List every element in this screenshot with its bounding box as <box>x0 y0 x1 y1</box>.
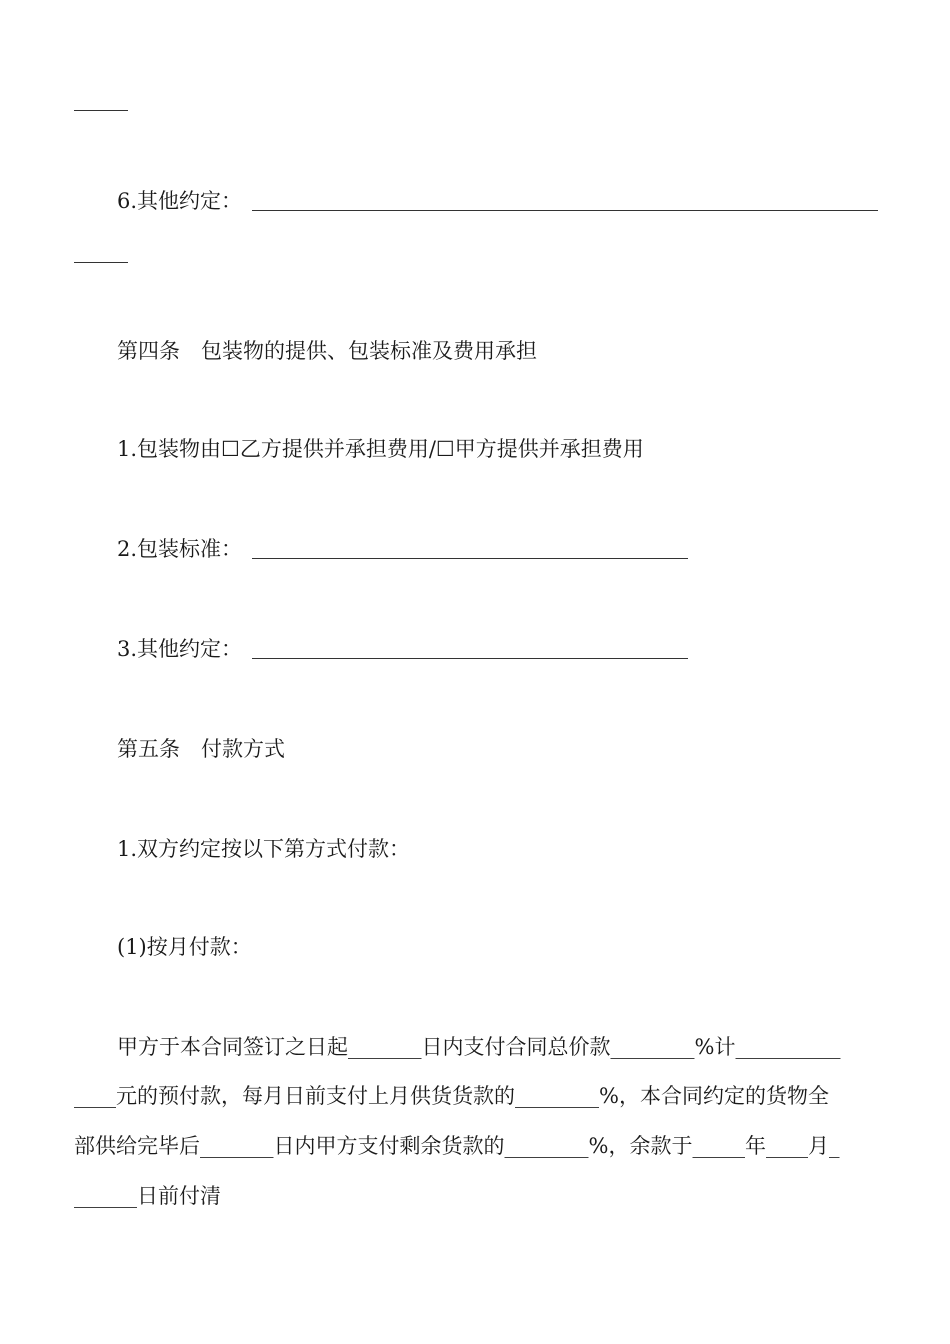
payment-paragraph-line-4: ______日前付清 <box>74 1184 221 1208</box>
article-5-heading: 第五条 付款方式 <box>117 737 285 761</box>
blank-line <box>252 210 878 211</box>
article-5-sub-1: (1)按月付款： <box>117 935 252 959</box>
payment-paragraph-line-3: 部供给完毕后_______日内甲方支付剩余货款的________%，余款于_____年____月_ <box>74 1134 840 1158</box>
blank-line-continuation <box>74 110 128 111</box>
item-6-other-agreement: 6.其他约定： <box>117 189 243 213</box>
payment-paragraph-line-1: 甲方于本合同签订之日起_______日内支付合同总价款________%计__________ <box>117 1035 841 1059</box>
article-4-item-2: 2.包装标准： <box>117 537 243 561</box>
blank-line <box>252 658 688 659</box>
blank-line-continuation <box>74 262 128 263</box>
article-4-heading: 第四条 包装物的提供、包装标准及费用承担 <box>117 339 537 363</box>
article-5-item-1: 1.双方约定按以下第方式付款： <box>117 837 411 861</box>
article-4-item-3: 3.其他约定： <box>117 637 243 661</box>
blank-line <box>252 558 688 559</box>
payment-paragraph-line-2: ____元的预付款，每月日前支付上月供货货款的________%，本合同约定的货物全 <box>74 1084 829 1108</box>
article-4-item-1: 1.包装物由☐乙方提供并承担费用/☐甲方提供并承担费用 <box>117 437 644 461</box>
